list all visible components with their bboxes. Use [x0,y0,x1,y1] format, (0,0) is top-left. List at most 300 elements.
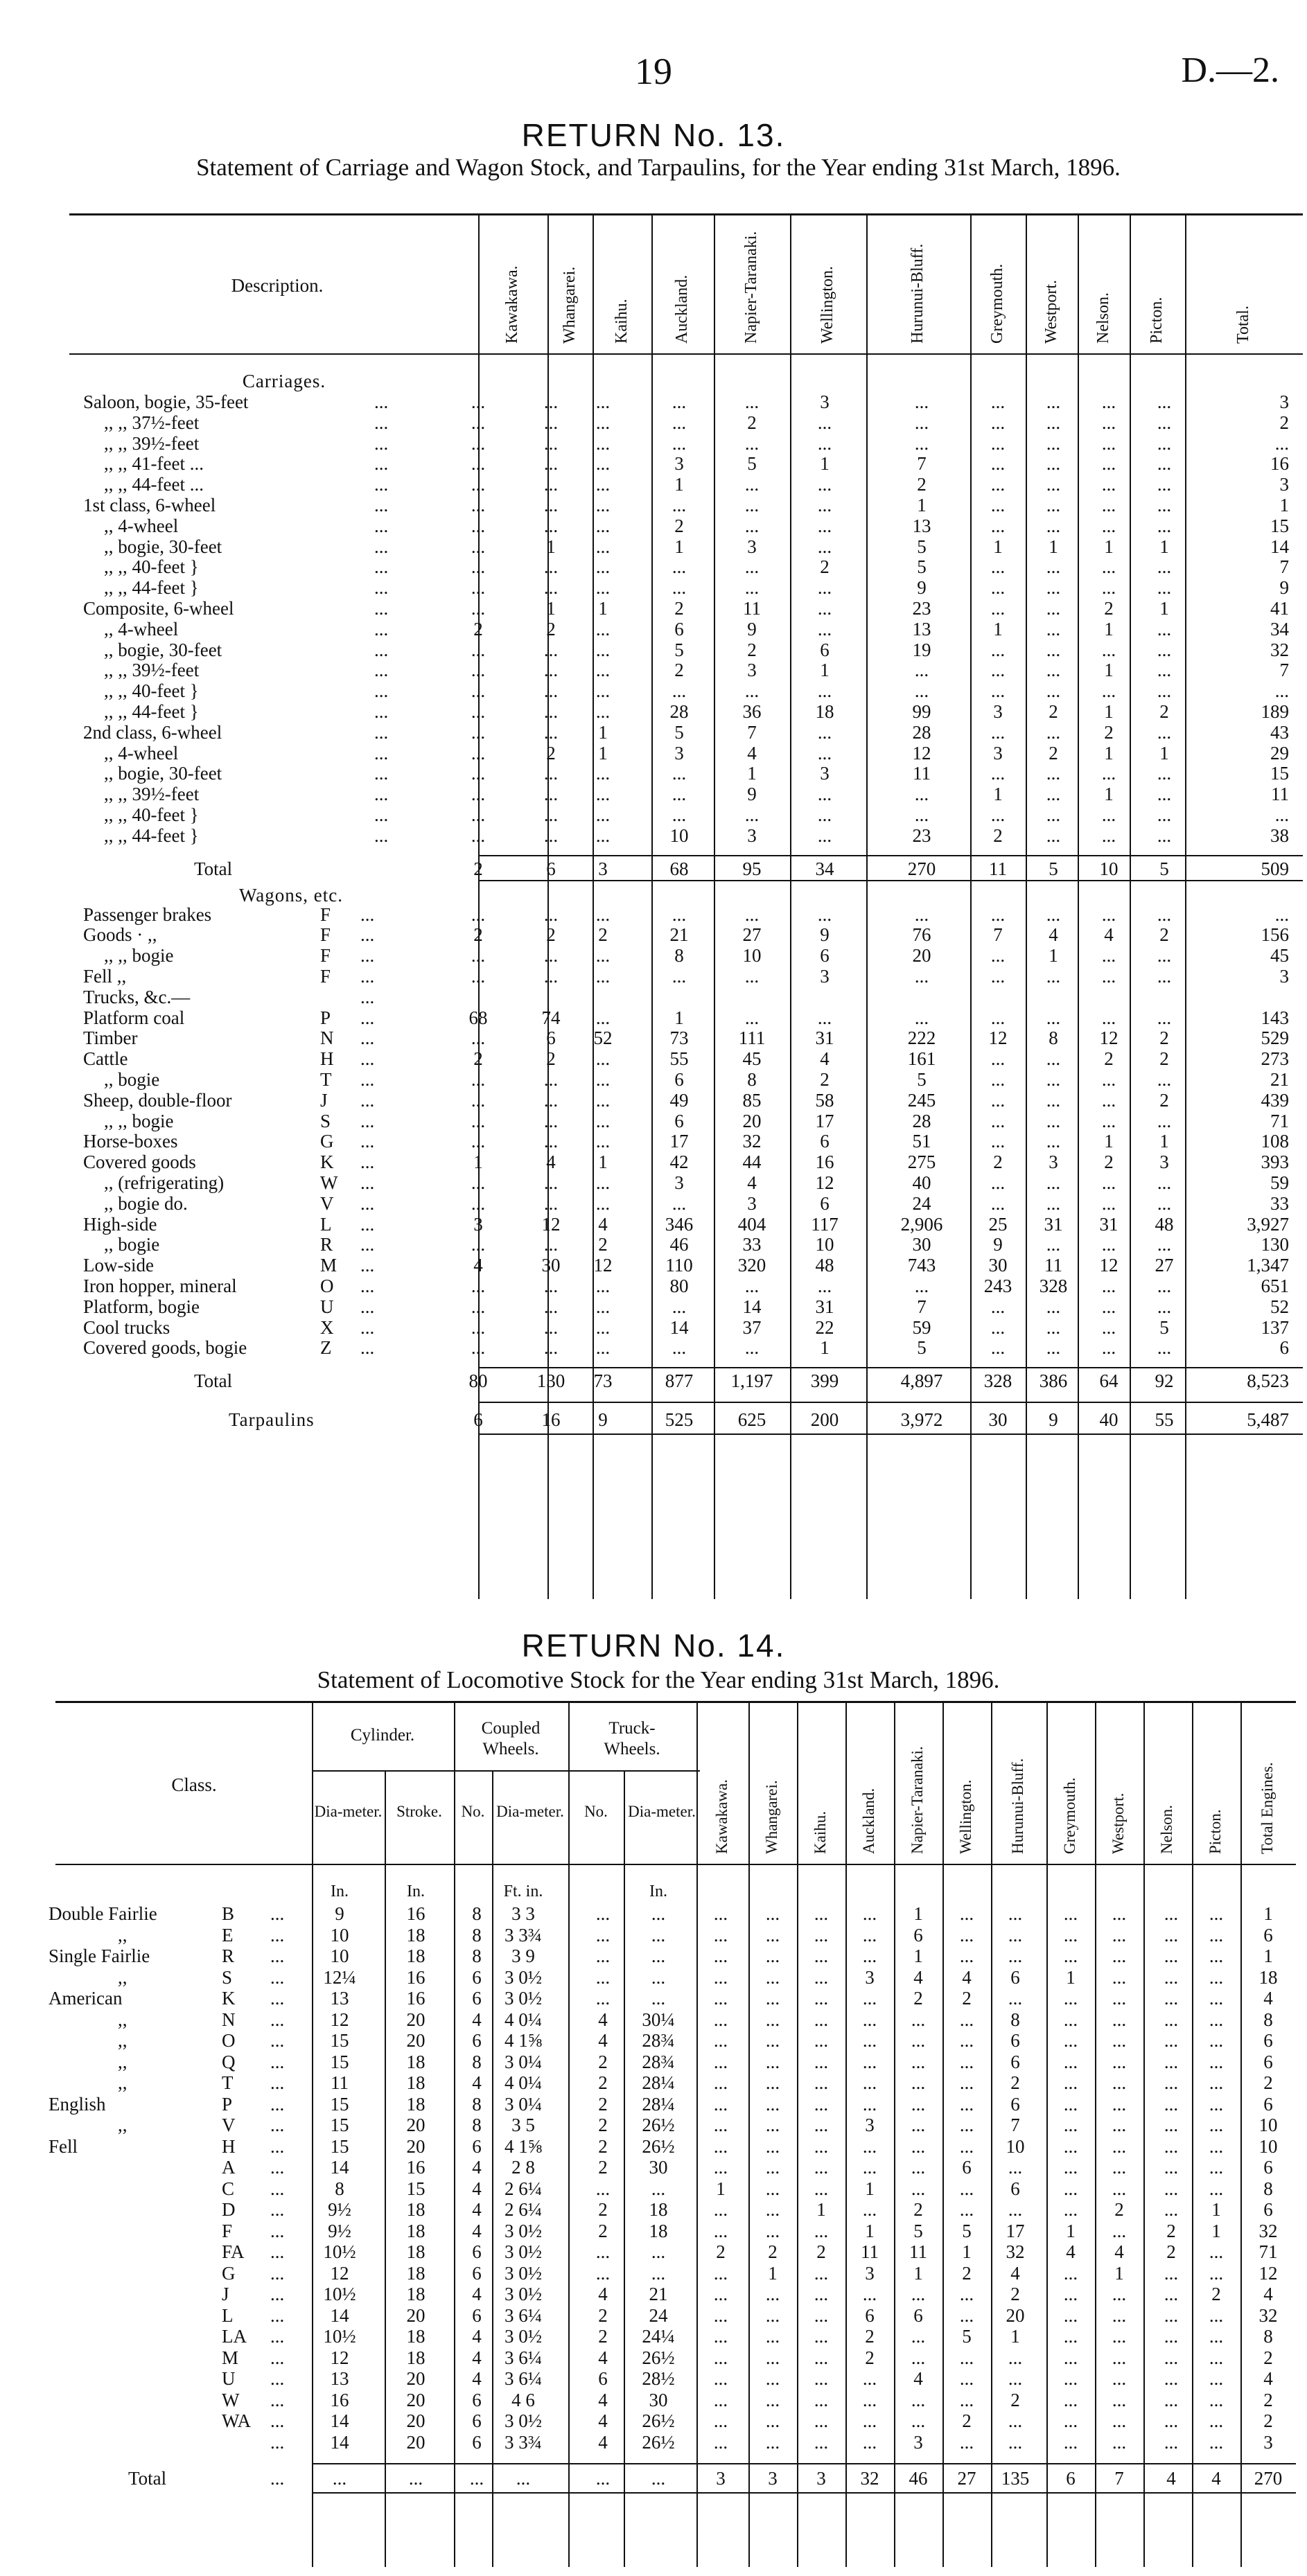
cell-value: 245 [907,1089,936,1111]
cell-value: 22 [815,1316,834,1338]
spec-value: 3 9 [511,1946,535,1966]
cell-value: 393 [1261,1152,1289,1173]
cell-value: 1 [1104,536,1114,557]
column-rule [1095,1701,1096,2567]
district-header-8: Westport. [1109,1792,1127,1854]
cell-value: ... [990,639,1006,660]
cell-value: 1 [820,660,830,681]
wagon_row-class: M [320,1255,337,1276]
engine-count: ... [862,2135,877,2157]
engine-count: ... [1112,2072,1127,2093]
spec-value: 16 [330,2389,349,2410]
sub-header-5: Dia-meter. [628,1803,696,1820]
cell-value: ... [817,804,832,825]
district-header-10: Picton. [1207,1809,1224,1854]
cell-value: ... [744,391,760,412]
cell-value: ... [1157,1234,1172,1255]
engine-count: ... [862,2030,877,2051]
cell-value: ... [744,474,760,495]
spec-value: 20 [406,2368,426,2389]
carriage_row-label: Saloon, bogie, 35-feet [83,391,249,412]
dots: ... [374,577,389,599]
loco-class: N [222,2009,236,2030]
loco-name: ,, [118,1924,128,1946]
cell-value: ... [595,903,611,925]
wagon_row-class: R [320,1234,333,1255]
engine-count: ... [713,2410,728,2431]
spec-value: 30¼ [642,2009,675,2030]
spec-value: 26½ [642,2410,675,2431]
cell-value: ... [990,495,1006,515]
cell-value: 2 [546,618,556,639]
cell-value: 7 [993,924,1003,946]
cell-value: ... [990,1316,1006,1338]
cell-value: ... [595,639,611,660]
engine-count: ... [1209,2030,1224,2051]
engine-count: ... [1008,2157,1023,2178]
engine-count: ... [1063,2135,1078,2157]
cell-value: ... [1101,1069,1116,1090]
engine-count: ... [713,2093,728,2115]
dots: ... [270,2009,285,2030]
cell-value: ... [595,680,611,702]
dots: ... [360,1152,375,1173]
loco-name: Single Fairlie [49,1946,150,1966]
cell-value: ... [1101,1337,1116,1359]
engine-count: ... [814,2030,829,2051]
spec-value: 3 3 [511,1903,535,1924]
engine-count: ... [911,2389,926,2410]
cell-value: ... [543,1172,559,1193]
cell-value: ... [1046,824,1061,846]
dots: ... [374,474,389,495]
cell-value: 13 [912,515,931,536]
cell-value: ... [471,742,486,764]
engine-count: 1 [865,2178,875,2199]
spec-value: 12 [330,2009,349,2030]
cell-value: ... [595,556,611,578]
spec-value: 20 [406,2030,426,2051]
engine-count: ... [1164,2326,1179,2347]
class-header: Class. [171,1774,217,1795]
cell-value: 12 [593,1255,613,1276]
sub-header-2: No. [461,1803,485,1820]
cell-value: ... [990,556,1006,578]
cell-value: ... [1101,1296,1116,1317]
cell-value: ... [471,824,486,846]
engine-count: 2 [1263,2389,1273,2410]
wagon-total-value: 8,523 [1247,1370,1289,1392]
total-engines: 4 [1166,2468,1176,2489]
spec-value: 2 [598,2093,608,2115]
dots: ... [374,598,389,619]
column-rule [894,1701,895,2567]
engine-count: 6 [1010,1966,1020,1988]
engine-count: 8 [1263,2178,1273,2199]
cell-value: 3 [1049,1152,1058,1173]
tarpaulin-value: 6 [473,1409,483,1431]
dots: ... [270,2093,285,2115]
cell-value: ... [1046,495,1061,515]
engine-count: ... [765,2051,780,2072]
cell-value: 1 [546,536,556,557]
column-rule [1192,1701,1193,2567]
cell-value: 7 [1279,660,1289,681]
cell-value: ... [1157,1192,1172,1214]
spec-value: 3 0½ [505,2284,542,2304]
spec-value: ... [651,1966,666,1988]
cell-value: 328 [1039,1276,1068,1296]
cell-value: 2 [473,618,483,639]
engine-count: ... [911,2284,926,2304]
engine-count: ... [1209,1966,1224,1988]
cell-value: ... [1046,1131,1061,1152]
wagon_row-class: F [320,945,331,967]
cell-value: 2 [1104,721,1114,743]
engine-count: ... [1063,1988,1078,2009]
engine-count: ... [1112,2051,1127,2072]
column-rule [454,1701,455,2567]
engine-count: 1 [1066,1966,1076,1988]
cell-value: 44 [742,1152,762,1173]
wagon_row-label: Cool trucks [83,1316,170,1338]
dots: ... [360,1172,375,1193]
spec-value: 18 [406,2220,426,2241]
engine-count: 1 [816,2199,826,2220]
engine-count: ... [814,2178,829,2199]
cell-value: ... [672,577,687,599]
cell-value: 6 [820,639,830,660]
spec-value: ... [651,2262,666,2284]
dots: ... [270,1946,285,1966]
carriage-total-value: 10 [1099,858,1119,879]
dots: ... [360,1337,375,1359]
cell-value: ... [817,618,832,639]
cell-value: ... [471,945,486,967]
cell-value: ... [471,432,486,454]
cell-value: ... [595,412,611,433]
engine-count: ... [911,2009,926,2030]
column-rule [1078,213,1079,1599]
cell-value: 23 [912,824,931,846]
cell-value: 27 [742,924,762,946]
cell-value: 13 [912,618,931,639]
cell-value: 9 [917,577,927,599]
spec-value: 3 3¾ [505,2431,542,2453]
wagon_row-class: O [320,1276,334,1296]
wagon_row-label: ,, bogie [104,1234,160,1255]
return-13-subtitle: Statement of Carriage and Wagon Stock, and Tarpaulins, for the Year ending 31st March, 1896. [196,154,1121,181]
cell-value: ... [990,763,1006,784]
dots: ... [360,1027,375,1049]
cell-value: 12 [1099,1027,1119,1049]
cell-value: 5 [917,536,927,557]
cell-value: ... [1046,804,1061,825]
engine-count: ... [713,2135,728,2157]
engine-count: 6 [1263,2093,1273,2115]
cell-value: 3 [674,453,684,475]
engine-count: ... [1112,2178,1127,2199]
spec-value: 20 [406,2431,426,2453]
wagon_row-class: H [320,1048,334,1070]
cell-value: 51 [912,1131,931,1152]
spec-value: 3 6¼ [505,2304,542,2326]
cell-value: 117 [811,1213,839,1235]
cell-value: ... [672,412,687,433]
cell-value: 10 [815,1234,834,1255]
dots: ... [374,763,389,784]
engine-count: ... [1164,1946,1179,1966]
engine-count: 4 [1263,1988,1273,2009]
cell-value: ... [744,515,760,536]
cell-value: 2 [473,1048,483,1070]
engine-count: 6 [962,2157,972,2178]
engine-count: ... [1063,2051,1078,2072]
spec-value: 15 [330,2093,349,2115]
cell-value: 59 [912,1316,931,1338]
engine-count: ... [911,2347,926,2368]
engine-count: 5 [913,2220,923,2241]
cell-value: 1 [598,742,608,764]
loco-class: D [222,2199,236,2220]
engine-count: 6 [913,1924,923,1946]
cell-value: ... [672,966,687,987]
loco-name: ,, [118,2115,128,2135]
cell-value: ... [543,1089,559,1111]
engine-count: ... [713,2389,728,2410]
carriage_row-label: ,, ,, 39½-feet [104,432,200,454]
cell-value: ... [672,391,687,412]
spec-value: 4 [472,2072,482,2093]
dots: ... [270,2178,285,2199]
engine-count: ... [959,2199,974,2220]
wagon_row-class: J [320,1089,328,1111]
cell-value: ... [595,1048,611,1070]
cell-value: ... [595,804,611,825]
wagon_row-class: F [320,924,331,946]
wagon_row-label: Timber [83,1027,138,1049]
tarpaulin-value: 9 [1049,1409,1058,1431]
dots: ... [360,1131,375,1152]
loco-class: J [222,2284,229,2304]
spec-value: 28¼ [642,2072,675,2093]
engine-count: ... [1164,2389,1179,2410]
cell-value: 24 [912,1192,931,1214]
cell-value: 3 [1279,966,1289,987]
cell-value: ... [1101,1007,1116,1028]
carriage_row-label: ,, ,, 40-feet } [104,556,199,578]
cell-value: 4 [747,1172,757,1193]
cell-value: 1 [1159,536,1169,557]
cell-value: 48 [1155,1213,1174,1235]
engine-count: ... [1209,2347,1224,2368]
engine-count: ... [1164,2115,1179,2135]
cell-value: ... [1046,474,1061,495]
cell-value: 1 [1159,598,1169,619]
engine-count: ... [862,2389,877,2410]
loco-name: English [49,2093,106,2115]
cell-value: ... [543,495,559,515]
cell-value: ... [543,1192,559,1214]
engine-count: ... [1164,2030,1179,2051]
engine-count: ... [1112,1988,1127,2009]
cell-value: ... [1157,680,1172,702]
total-engines: 6 [1066,2468,1076,2489]
cell-value: ... [1046,1069,1061,1090]
engine-count: ... [1209,2262,1224,2284]
cell-value: 1 [1104,1131,1114,1152]
wagon_row-label: Horse-boxes [83,1131,178,1152]
engine-count: ... [1008,1924,1023,1946]
cell-value: ... [471,412,486,433]
engine-count: ... [1008,1988,1023,2009]
cell-value: ... [744,1276,760,1296]
dots: ... [374,660,389,681]
engine-count: ... [1063,2326,1078,2347]
cell-value: 20 [912,945,931,967]
spec-value: 24¼ [642,2326,675,2347]
cylinder-header: Cylinder. [350,1726,415,1745]
cell-value: ... [543,1234,559,1255]
wagon_row-label: Covered goods, bogie [83,1337,247,1359]
cell-value: 5 [674,721,684,743]
engine-count: ... [1164,2178,1179,2199]
cell-value: ... [990,453,1006,475]
engine-count: ... [713,2262,728,2284]
dots: ... [270,1988,285,2009]
engine-count: ... [814,1966,829,1988]
spec-value: ... [651,1946,666,1966]
total-spec: ... [516,2468,531,2489]
cell-value: 2 [546,742,556,764]
cell-value: 5 [747,453,757,475]
cell-value: 3 [993,701,1003,722]
cell-value: ... [471,660,486,681]
cell-value: ... [990,1110,1006,1131]
cell-value: ... [1046,577,1061,599]
column-rule [1026,213,1027,1599]
dots: ... [360,1316,375,1338]
spec-value: 6 [472,2389,482,2410]
cell-value: 5 [917,556,927,578]
engine-count: ... [1063,2199,1078,2220]
cell-value: 8 [747,1069,757,1090]
engine-count: ... [1164,2368,1179,2389]
cell-value: 1 [1104,660,1114,681]
cell-value: ... [817,784,832,805]
engine-count: ... [713,2009,728,2030]
cell-value: ... [990,1131,1006,1152]
dots: ... [270,2072,285,2093]
engine-count: ... [713,2220,728,2241]
cell-value: 45 [742,1048,762,1070]
cell-value: ... [1101,432,1116,454]
cell-value: ... [990,515,1006,536]
engine-count: ... [862,2284,877,2304]
cell-value: ... [1274,432,1289,454]
cell-value: 9 [747,618,757,639]
cell-value: ... [471,1234,486,1255]
engine-count: ... [1209,2115,1224,2135]
spec-value: 4 0¼ [505,2009,542,2030]
column-rule [845,1701,847,2567]
cell-value: ... [1157,945,1172,967]
cell-value: ... [595,1172,611,1193]
cell-value: ... [595,577,611,599]
cell-value: 156 [1261,924,1289,946]
wagon_row-label: Cattle [83,1048,128,1070]
cell-value: ... [817,495,832,515]
engine-count: ... [1112,2157,1127,2178]
cell-value: 1 [1049,536,1058,557]
cell-value: ... [1101,966,1116,987]
cell-value: 12 [912,742,931,764]
cell-value: 1 [820,453,830,475]
spec-value: 6 [472,2030,482,2051]
engine-count: ... [1209,2009,1224,2030]
engine-count: ... [959,2178,974,2199]
spec-value: 3 0½ [505,2220,542,2241]
engine-count: ... [765,2284,780,2304]
cell-value: ... [1101,903,1116,925]
cell-value: 11 [1271,784,1289,805]
engine-count: ... [1164,2157,1179,2178]
engine-count: ... [713,2072,728,2093]
spec-value: 6 [472,2262,482,2284]
cell-value: ... [471,1069,486,1090]
engine-count: ... [713,1966,728,1988]
cell-value: ... [595,1337,611,1359]
cell-value: ... [471,453,486,475]
cell-value: ... [595,515,611,536]
cell-value: 6 [1279,1337,1289,1359]
cell-value: ... [672,495,687,515]
wagon_row-class: S [320,1110,331,1131]
dots: ... [270,1924,285,1946]
engine-count: 5 [962,2220,972,2241]
spec-value: ... [595,1966,611,1988]
cell-value: ... [1046,391,1061,412]
cell-value: ... [1157,515,1172,536]
cell-value: 161 [907,1048,936,1070]
spec-value: 18 [406,2241,426,2262]
loco-name: Fell [49,2135,78,2157]
spec-value: 13 [330,2368,349,2389]
district-header-7: Greymouth. [1061,1777,1078,1854]
wagon_row-label: ,, bogie do. [104,1192,188,1214]
cell-value: ... [543,1316,559,1338]
column-rule [942,1701,944,2567]
cell-value: 1 [598,1152,608,1173]
cell-value: ... [1274,903,1289,925]
engine-count: ... [862,2157,877,2178]
dots: ... [270,2051,285,2072]
engine-count: 1 [913,1946,923,1966]
engine-count: ... [911,2157,926,2178]
cell-value: ... [543,660,559,681]
spec-value: 28½ [642,2368,675,2389]
cell-value: 3 [674,1172,684,1193]
cell-value: 76 [912,924,931,946]
cell-value: ... [990,721,1006,743]
cell-value: 3 [747,824,757,846]
sub-header-3: Dia-meter. [496,1803,564,1820]
cell-value: 14 [1270,536,1289,557]
wagon_row-class: X [320,1316,334,1338]
cell-value: ... [744,1007,760,1028]
spec-value: 14 [330,2431,349,2453]
carriage-total-value: 11 [989,858,1007,879]
